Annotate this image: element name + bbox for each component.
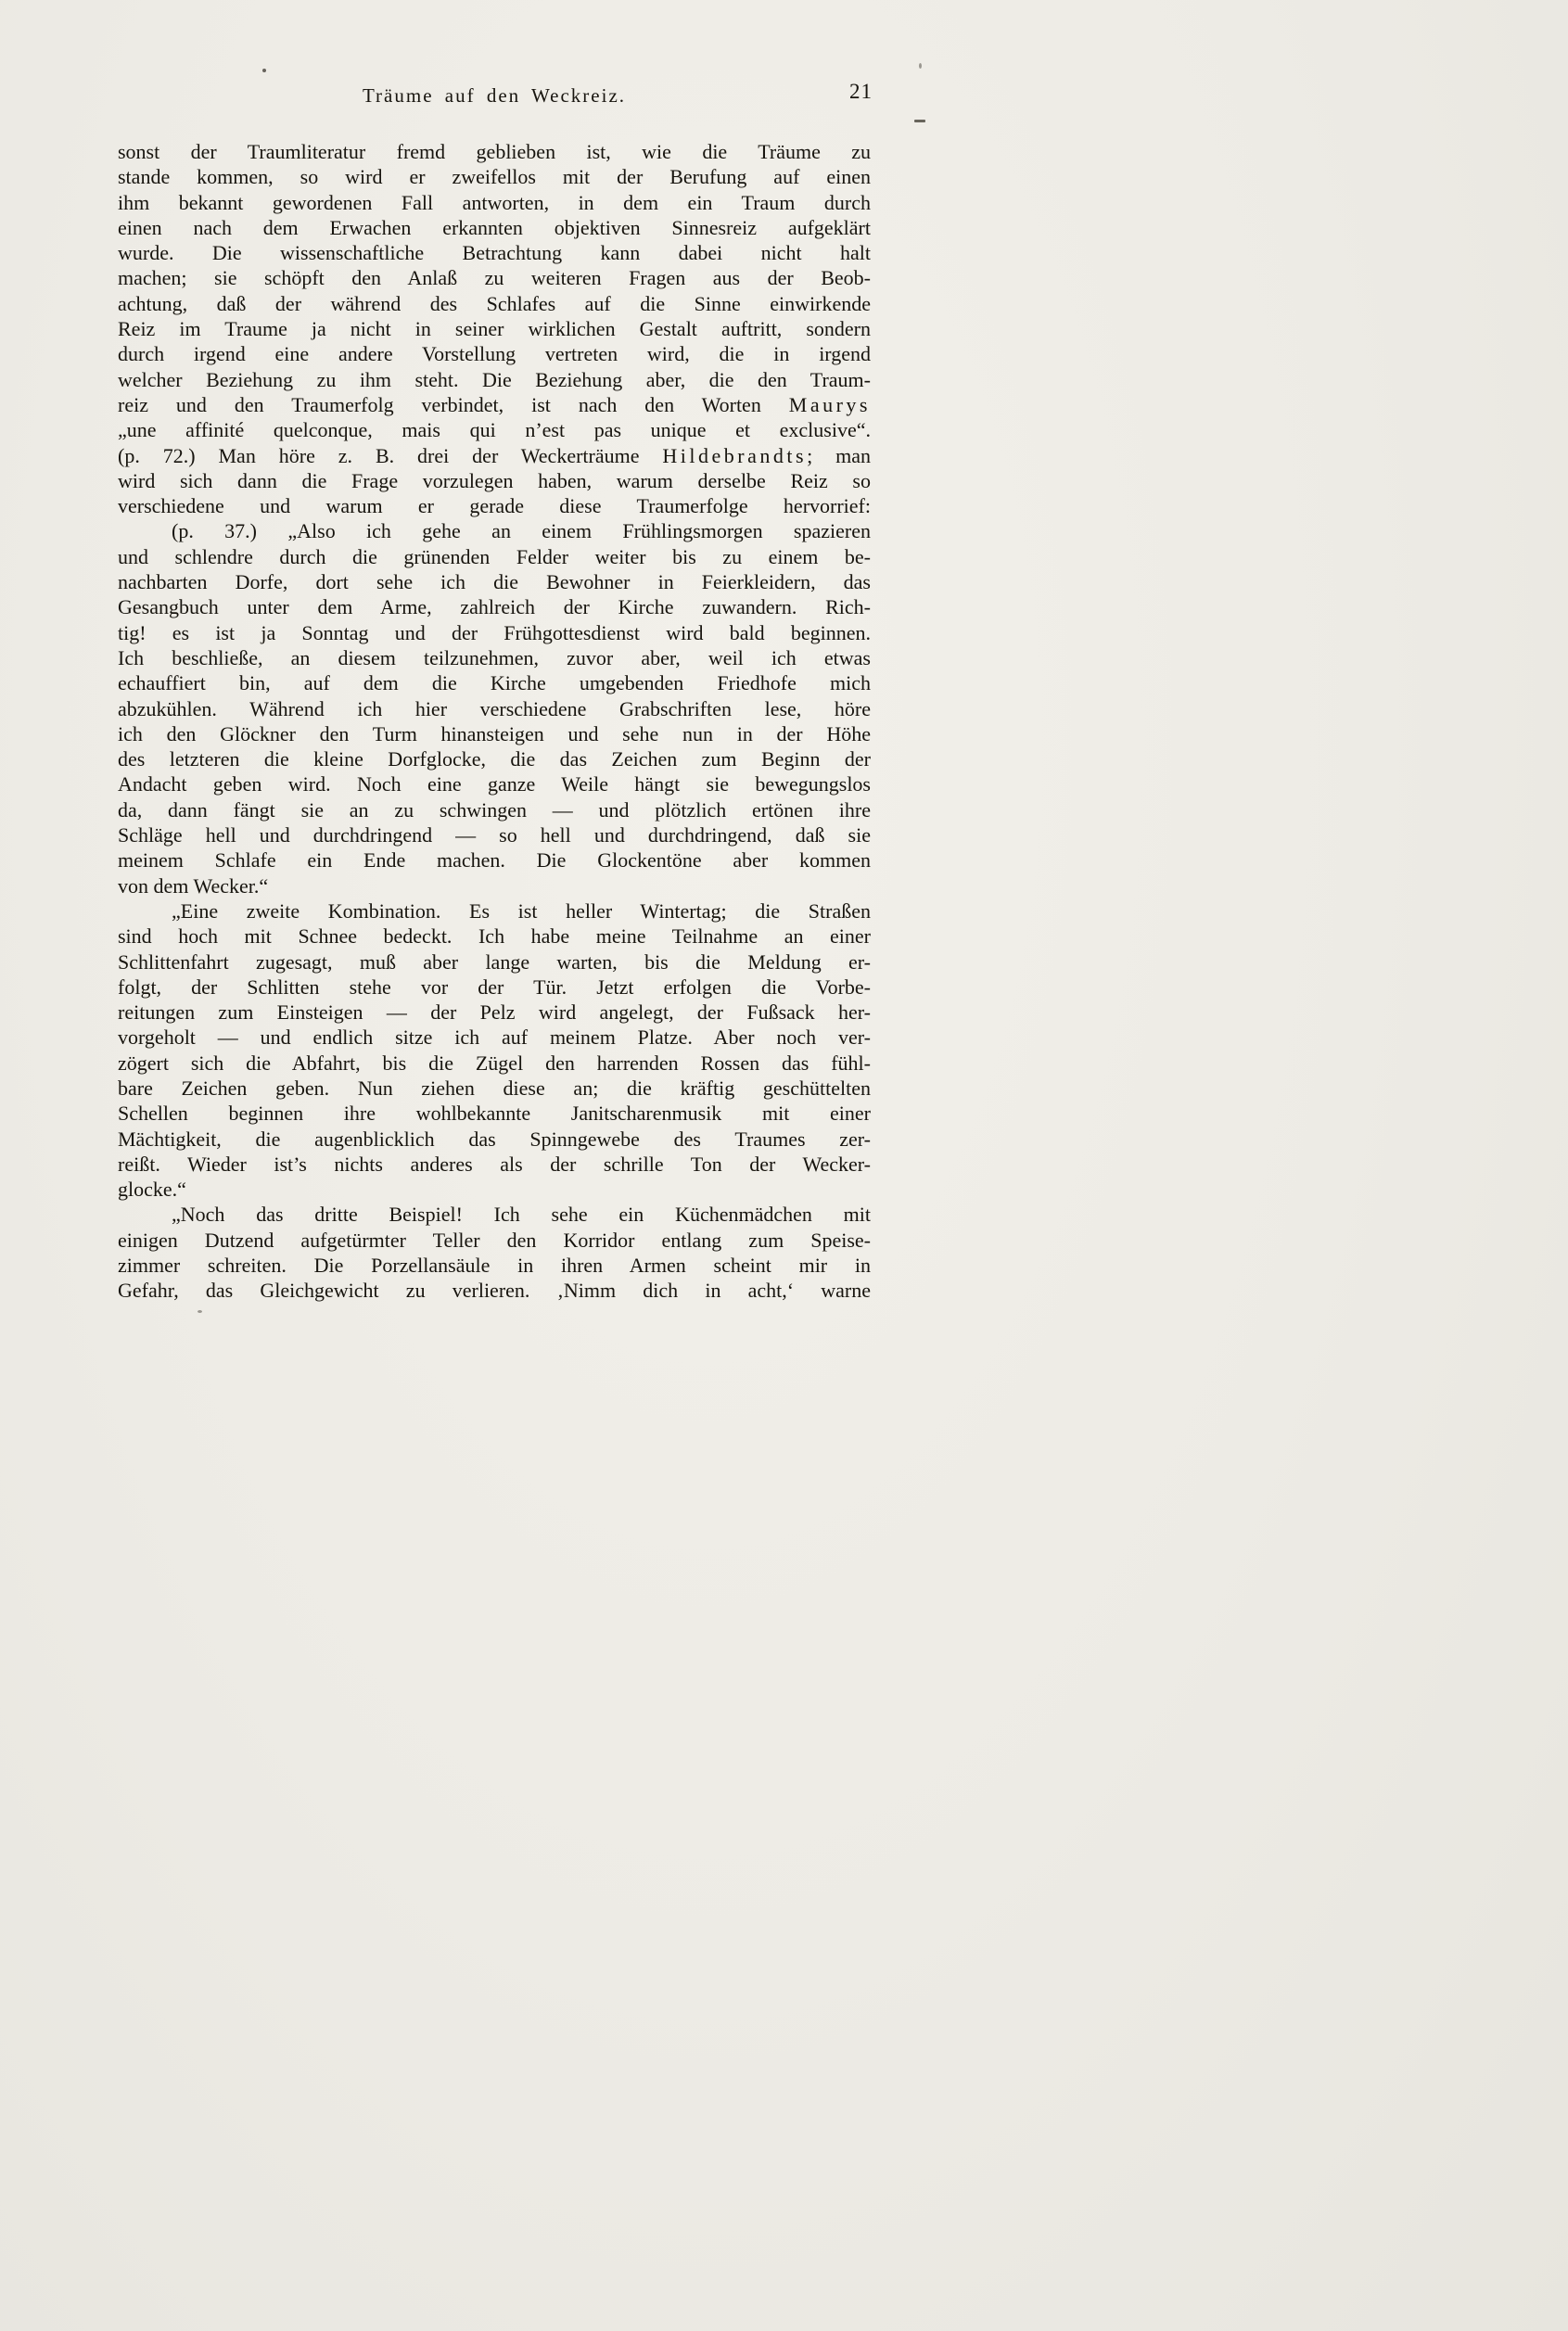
text-line: Mächtigkeit, die augenblicklich das Spinngewebe des Traumes zer- — [118, 1127, 871, 1151]
text-line: Ich beschließe, an diesem teilzunehmen, zuvor aber, weil ich etwas — [118, 645, 871, 669]
text-line: achtung, daß der während des Schlafes auf die Sinne einwirkende — [118, 291, 871, 315]
text-line: abzukühlen. Während ich hier verschiedene Grabschriften lese, höre — [118, 696, 871, 720]
text-line: „une affinité quelconque, mais qui n’est pas unique et exclusive“. — [118, 418, 871, 442]
text-line — [118, 392, 871, 417]
text-line — [118, 443, 871, 468]
text-line: wurde. Die wissenschaftliche Betrachtung kann dabei nicht halt — [118, 241, 871, 265]
text-line: machen; sie schöpft den Anlaß zu weiteren Fragen aus der Beob- — [118, 266, 871, 290]
text-line: zögert sich die Abfahrt, bis die Zügel den harrenden Rossen das fühl- — [118, 1051, 871, 1075]
text-line: reißt. Wieder ist’s nichts anderes als der schrille Ton der Wecker- — [118, 1152, 871, 1176]
text-line: zimmer schreiten. Die Porzellansäule in ihren Armen scheint mir in — [118, 1254, 871, 1278]
text-segment: (p. 72.) Man höre z. B. drei der Weckerträume — [118, 443, 663, 467]
type-area — [118, 80, 873, 1304]
text-line: reitungen zum Einsteigen — der Pelz wird angelegt, der Fußsack her- — [118, 1000, 871, 1025]
text-block — [118, 139, 871, 1304]
text-line: einigen Dutzend aufgetürmter Teller den Korridor entlang zum Speise- — [118, 1228, 871, 1252]
text-line: wird sich dann die Frage vorzulegen haben, warum derselbe Reiz so — [118, 468, 871, 492]
text-line: glocke.“ — [118, 1178, 186, 1202]
text-segment: reiz und den Traumerfolg verbindet, ist nach den Worten — [118, 392, 789, 416]
text-line: da, dann fängt sie an zu schwingen — und plötzlich ertönen ihre — [118, 797, 871, 822]
text-line: einen nach dem Erwachen erkannten objektiven Sinnesreiz aufgeklärt — [118, 215, 871, 239]
text-line: folgt, der Schlitten stehe vor der Tür. Jetzt erfolgen die Vorbe- — [118, 974, 871, 999]
scan-speck — [198, 1310, 202, 1313]
paragraph — [118, 139, 871, 518]
text-line: Andacht geben wird. Noch eine ganze Weile hängt sie bewegungslos — [118, 772, 871, 796]
paragraph — [118, 1202, 871, 1303]
letterspaced-name: Hildebrandts — [662, 443, 808, 467]
text-line: „Eine zweite Kombination. Es ist heller Wintertag; die Straßen — [172, 898, 871, 923]
text-line: Reiz im Traume ja nicht in seiner wirklichen Gestalt auftritt, sondern — [118, 317, 871, 341]
text-line: sonst der Traumliteratur fremd geblieben ist, wie die Träume zu — [118, 140, 871, 163]
scan-speck — [919, 63, 922, 69]
text-line: von dem Wecker.“ — [118, 873, 269, 898]
text-line: (p. 37.) „Also ich gehe an einem Frühlingsmorgen spazieren — [172, 519, 871, 543]
text-line: ich den Glöckner den Turm hinansteigen und sehe nun in der Höhe — [118, 721, 871, 745]
page-number: 21 — [849, 80, 873, 103]
text-line: verschiedene und warum er gerade diese Traumerfolge hervorrief: — [118, 494, 871, 518]
running-head-title: Träume auf den Weckreiz. — [362, 84, 627, 107]
text-line: ihm bekannt gewordenen Fall antworten, in dem ein Traum durch — [118, 190, 871, 214]
text-line: echauffiert bin, auf dem die Kirche umgebenden Friedhofe mich — [118, 671, 871, 695]
scan-speck — [914, 120, 925, 122]
text-line: Gefahr, das Gleichgewicht zu verlieren. ‚Nimm dich in acht,‘ warne — [118, 1279, 871, 1303]
text-line: „Noch das dritte Beispiel! Ich sehe ein Küchenmädchen mit — [172, 1203, 871, 1227]
text-line: und schlendre durch die grünenden Felder weiter bis zu einem be- — [118, 544, 871, 568]
text-line: tig! es ist ja Sonntag und der Frühgottesdienst wird bald beginnen. — [118, 620, 871, 644]
text-line: Schläge hell und durchdringend — so hell und durchdringend, daß sie — [118, 823, 871, 847]
text-line: des letzteren die kleine Dorfglocke, die das Zeichen zum Beginn der — [118, 747, 871, 771]
text-line: meinem Schlafe ein Ende machen. Die Glockentöne aber kommen — [118, 848, 871, 873]
text-line: Schlittenfahrt zugesagt, muß aber lange warten, bis die Meldung er- — [118, 949, 871, 974]
text-line: stande kommen, so wird er zweifellos mit der Berufung auf einen — [118, 165, 871, 189]
text-line: bare Zeichen geben. Nun ziehen diese an; die kräftig geschüttelten — [118, 1076, 871, 1100]
text-line: nachbarten Dorfe, dort sehe ich die Bewohner in Feierkleidern, das — [118, 570, 871, 594]
text-line: durch irgend eine andere Vorstellung vertreten wird, die in irgend — [118, 342, 871, 366]
scan-speck — [262, 69, 266, 72]
paragraph — [118, 898, 871, 1203]
text-segment: ; man — [807, 443, 871, 467]
text-line: welcher Beziehung zu ihm steht. Die Beziehung aber, die den Traum- — [118, 367, 871, 391]
text-line: sind hoch mit Schnee bedeckt. Ich habe meine Teilnahme an einer — [118, 924, 871, 949]
letterspaced-name: Maurys — [788, 392, 871, 416]
text-line: vorgeholt — und endlich sitze ich auf meinem Platze. Aber noch ver- — [118, 1025, 871, 1050]
text-line: Gesangbuch unter dem Arme, zahlreich der Kirche zuwandern. Rich- — [118, 595, 871, 619]
page-header — [118, 80, 873, 115]
paragraph — [118, 518, 871, 898]
text-line: Schellen beginnen ihre wohlbekannte Janitscharenmusik mit einer — [118, 1102, 871, 1126]
